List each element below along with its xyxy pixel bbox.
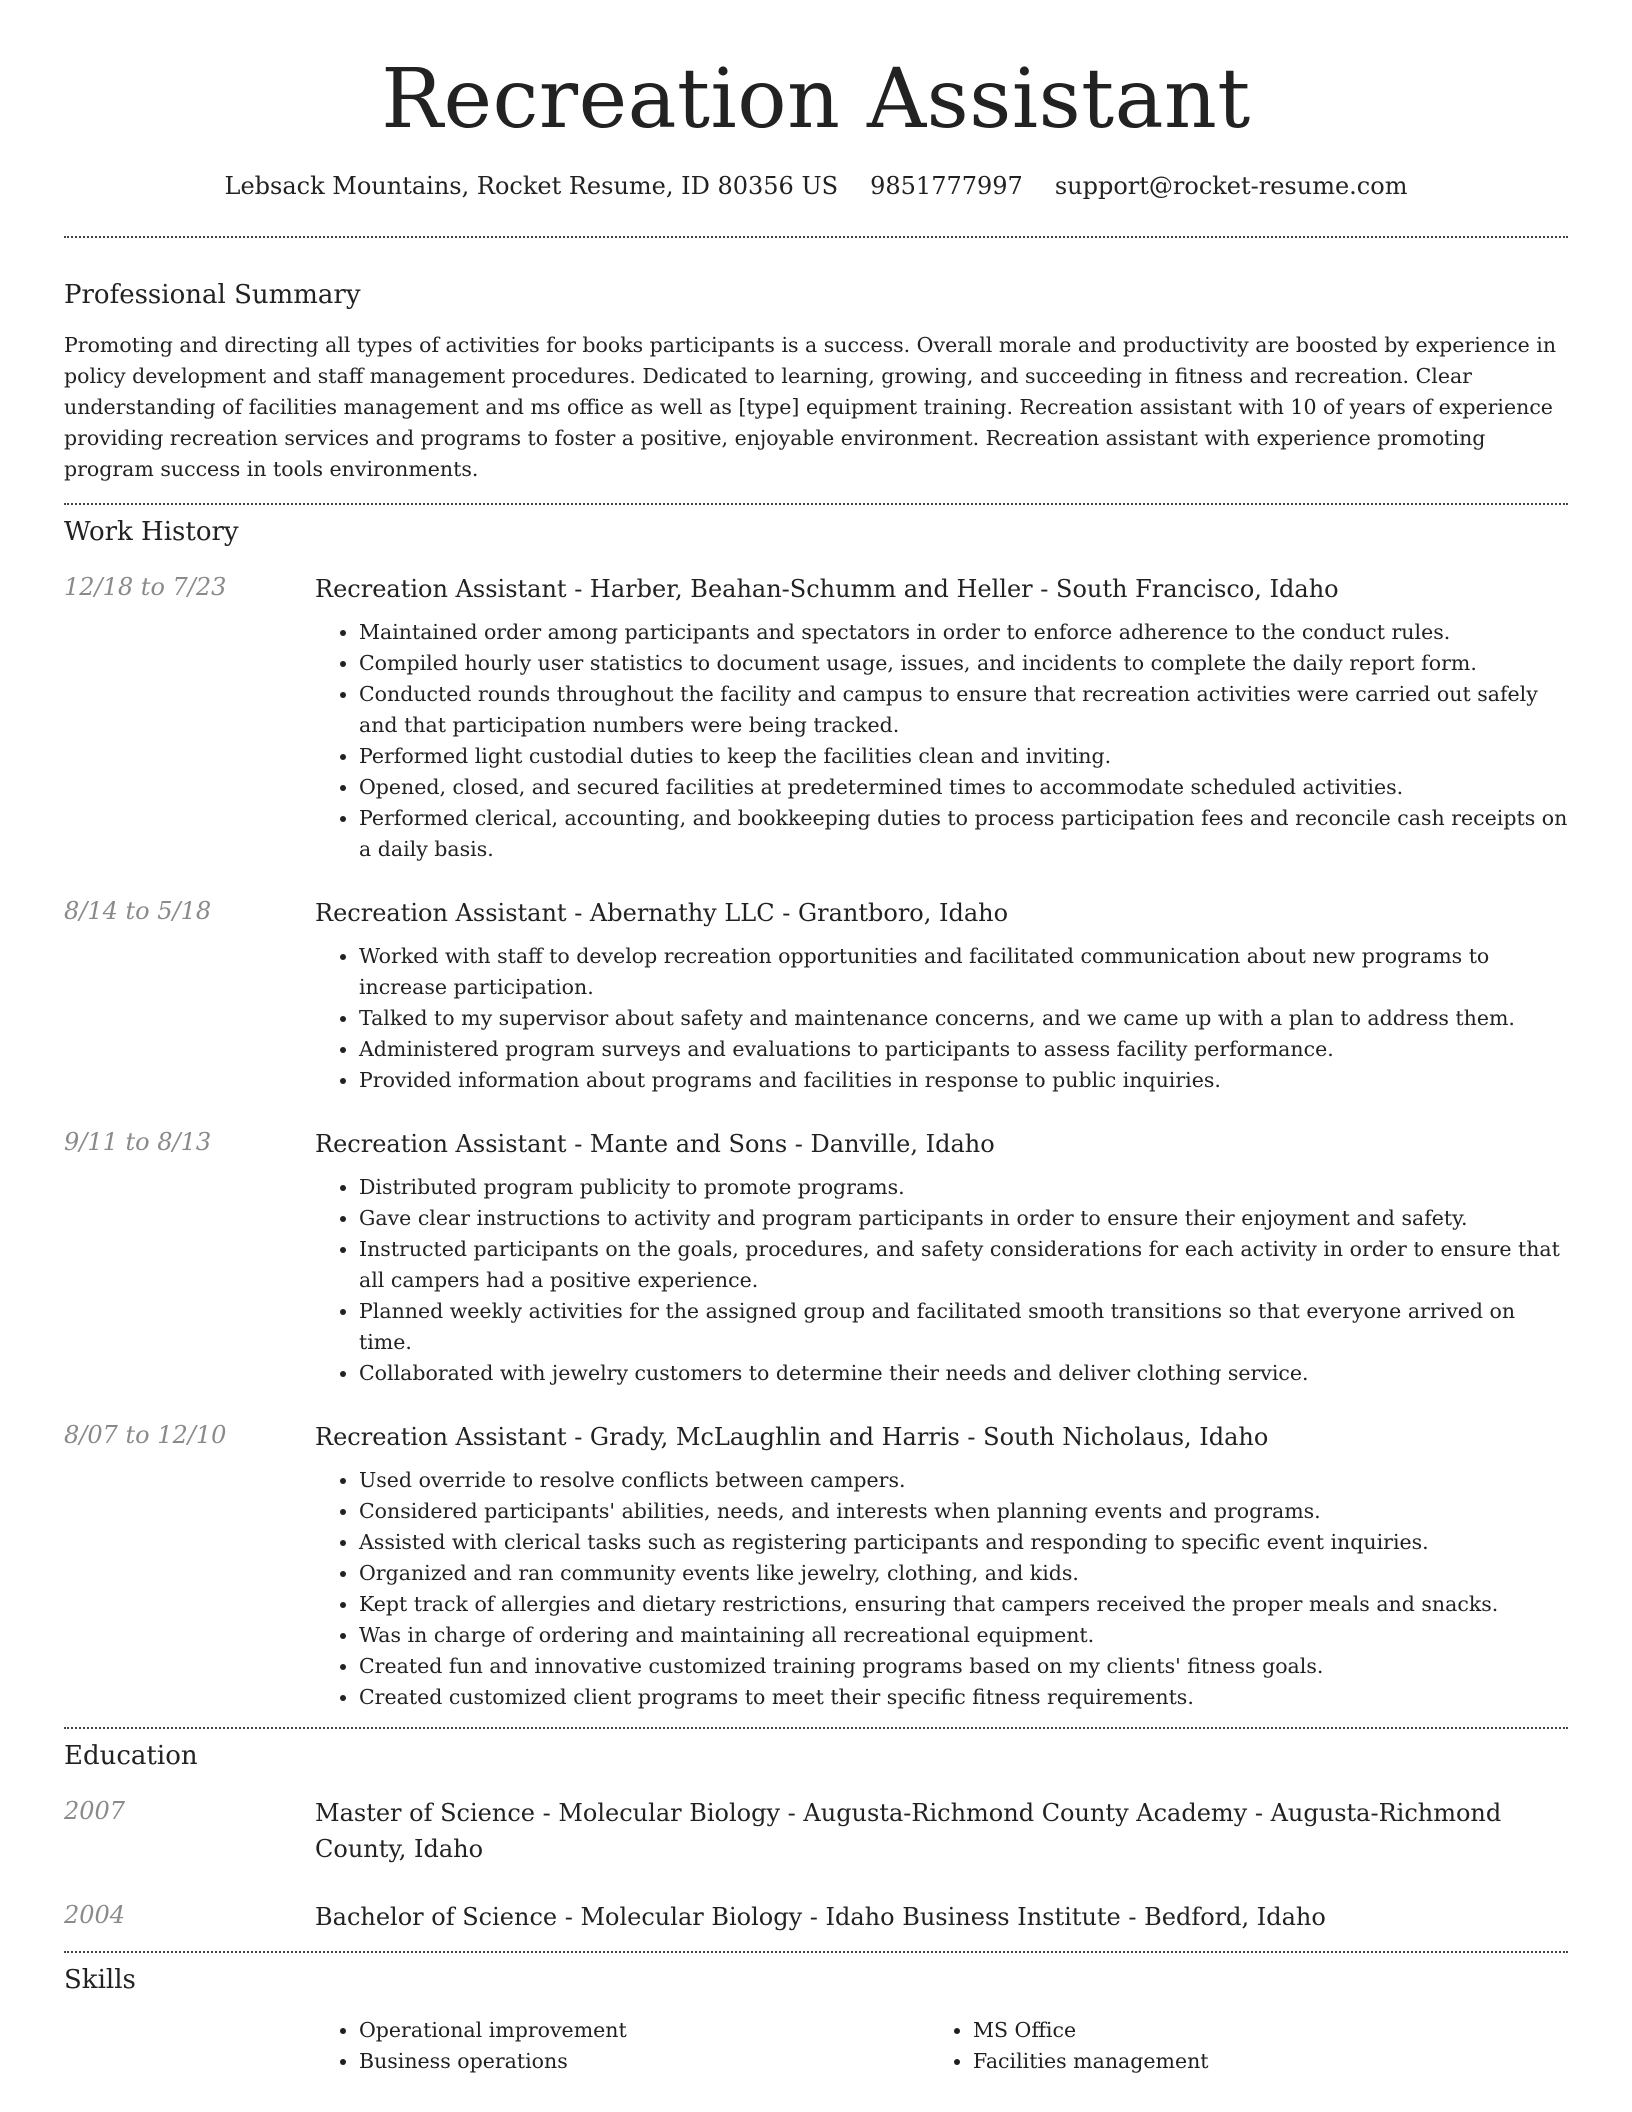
skill-item: • Operational improvement bbox=[359, 2015, 929, 2046]
skills-column-right bbox=[929, 2015, 1543, 2077]
job-dates: 8/07 to 12/10 bbox=[64, 1421, 227, 1449]
job-bullet: • Maintained order among participants and spectators in order to enforce adherence to the conduct rules. bbox=[359, 617, 1568, 648]
education-heading: Education bbox=[64, 1741, 198, 1771]
contact-line bbox=[64, 170, 1568, 202]
job-bullet: • Kept track of allergies and dietary restrictions, ensuring that campers received the proper meals and snacks. bbox=[359, 1589, 1568, 1620]
education-entry bbox=[64, 1795, 1568, 1867]
job-bullet: • Used override to resolve conflicts between campers. bbox=[359, 1465, 1568, 1496]
education-year: 2007 bbox=[64, 1797, 126, 1825]
job-entry bbox=[64, 571, 1568, 865]
education-year: 2004 bbox=[64, 1901, 126, 1929]
job-bullet: • Talked to my supervisor about safety and maintenance concerns, and we came up with a plan to address them. bbox=[359, 1003, 1568, 1034]
job-heading: Recreation Assistant - Grady, McLaughlin and Harris - South Nicholaus, Idaho bbox=[315, 1423, 1269, 1451]
education-entry bbox=[64, 1899, 1568, 1935]
education-heading-line: Bachelor of Science - Molecular Biology - Idaho Business Institute - Bedford, Idaho bbox=[315, 1903, 1326, 1931]
job-heading: Recreation Assistant - Abernathy LLC - Grantboro, Idaho bbox=[315, 899, 1009, 927]
job-bullet: • Performed light custodial duties to keep the facilities clean and inviting. bbox=[359, 741, 1568, 772]
section-divider bbox=[64, 236, 1568, 238]
job-bullet: • Conducted rounds throughout the facility and campus to ensure that recreation activities were carried out safely and that participation numbers were being tracked. bbox=[359, 679, 1568, 741]
job-bullet: • Created customized client programs to meet their specific fitness requirements. bbox=[359, 1682, 1568, 1713]
job-bullet: • Performed clerical, accounting, and bookkeeping duties to process participation fees and reconcile cash receipts on a daily basis. bbox=[359, 803, 1568, 865]
job-entry bbox=[64, 895, 1568, 1096]
job-bullet: • Worked with staff to develop recreation opportunities and facilitated communication about new programs to increase participation. bbox=[359, 941, 1568, 1003]
contact-email[interactable]: support@rocket-resume.com bbox=[1054, 172, 1408, 200]
job-bullets bbox=[315, 1172, 1568, 1389]
job-bullet: • Compiled hourly user statistics to document usage, issues, and incidents to complete the daily report form. bbox=[359, 648, 1568, 679]
work-history-section bbox=[64, 515, 1568, 1713]
summary-text: Promoting and directing all types of activities for books participants is a success. Overall morale and productivity are boosted by experience in policy development and staff management procedures. Dedicated to learning, growing, and succeeding in fitness and recreation. Clear understanding of facilities management and ms office as well as [type] equipment training. Recreation assistant with 10 of years of experience providing recreation services and programs to foster a positive, enjoyable environment. Recreation assistant with experience promoting program success in tools environments. bbox=[64, 333, 1557, 481]
job-bullets bbox=[315, 941, 1568, 1096]
section-divider bbox=[64, 1951, 1568, 1953]
job-bullet: • Collaborated with jewelry customers to determine their needs and deliver clothing service. bbox=[359, 1358, 1568, 1389]
skills-section bbox=[64, 1963, 1568, 2077]
job-bullet: • Instructed participants on the goals, procedures, and safety considerations for each activity in order to ensure that all campers had a positive experience. bbox=[359, 1234, 1568, 1296]
job-bullet: • Created fun and innovative customized training programs based on my clients' fitness goals. bbox=[359, 1651, 1568, 1682]
skills-column-left bbox=[315, 2015, 929, 2077]
job-bullet: • Was in charge of ordering and maintaining all recreational equipment. bbox=[359, 1620, 1568, 1651]
work-history-heading: Work History bbox=[64, 517, 239, 547]
job-heading: Recreation Assistant - Harber, Beahan-Schumm and Heller - South Francisco, Idaho bbox=[315, 575, 1339, 603]
skill-item: • Facilities management bbox=[973, 2046, 1543, 2077]
contact-address: Lebsack Mountains, Rocket Resume, ID 80356 US bbox=[224, 172, 839, 200]
job-dates: 12/18 to 7/23 bbox=[64, 573, 227, 601]
job-bullet: • Considered participants' abilities, needs, and interests when planning events and programs. bbox=[359, 1496, 1568, 1527]
skill-item: • MS Office bbox=[973, 2015, 1543, 2046]
job-dates: 8/14 to 5/18 bbox=[64, 897, 212, 925]
education-section bbox=[64, 1739, 1568, 1935]
skill-item: • Business operations bbox=[359, 2046, 929, 2077]
job-bullet: • Planned weekly activities for the assigned group and facilitated smooth transitions so that everyone arrived on time. bbox=[359, 1296, 1568, 1358]
job-entry bbox=[64, 1419, 1568, 1713]
contact-phone: 9851777997 bbox=[870, 172, 1023, 200]
job-bullet: • Administered program surveys and evaluations to participants to assess facility performance. bbox=[359, 1034, 1568, 1065]
education-heading-line: Master of Science - Molecular Biology - Augusta-Richmond County Academy - Augusta-Richmond County, Idaho bbox=[315, 1799, 1502, 1863]
resume-name: Recreation Assistant bbox=[381, 52, 1251, 147]
job-entry bbox=[64, 1126, 1568, 1389]
job-bullet: • Assisted with clerical tasks such as registering participants and responding to specific event inquiries. bbox=[359, 1527, 1568, 1558]
resume-page bbox=[64, 0, 1568, 2077]
job-bullet: • Provided information about programs and facilities in response to public inquiries. bbox=[359, 1065, 1568, 1096]
job-bullet: • Opened, closed, and secured facilities at predetermined times to accommodate scheduled activities. bbox=[359, 772, 1568, 803]
job-dates: 9/11 to 8/13 bbox=[64, 1128, 212, 1156]
job-bullet: • Gave clear instructions to activity and program participants in order to ensure their enjoyment and safety. bbox=[359, 1203, 1568, 1234]
section-divider bbox=[64, 503, 1568, 505]
skills-heading: Skills bbox=[64, 1965, 136, 1995]
job-bullets bbox=[315, 617, 1568, 865]
skills-columns bbox=[315, 2015, 1568, 2077]
section-divider bbox=[64, 1727, 1568, 1729]
job-bullet: • Distributed program publicity to promote programs. bbox=[359, 1172, 1568, 1203]
summary-section bbox=[64, 278, 1568, 485]
summary-heading: Professional Summary bbox=[64, 280, 361, 310]
job-bullet: • Organized and ran community events like jewelry, clothing, and kids. bbox=[359, 1558, 1568, 1589]
job-heading: Recreation Assistant - Mante and Sons - Danville, Idaho bbox=[315, 1130, 995, 1158]
job-bullets bbox=[315, 1465, 1568, 1713]
